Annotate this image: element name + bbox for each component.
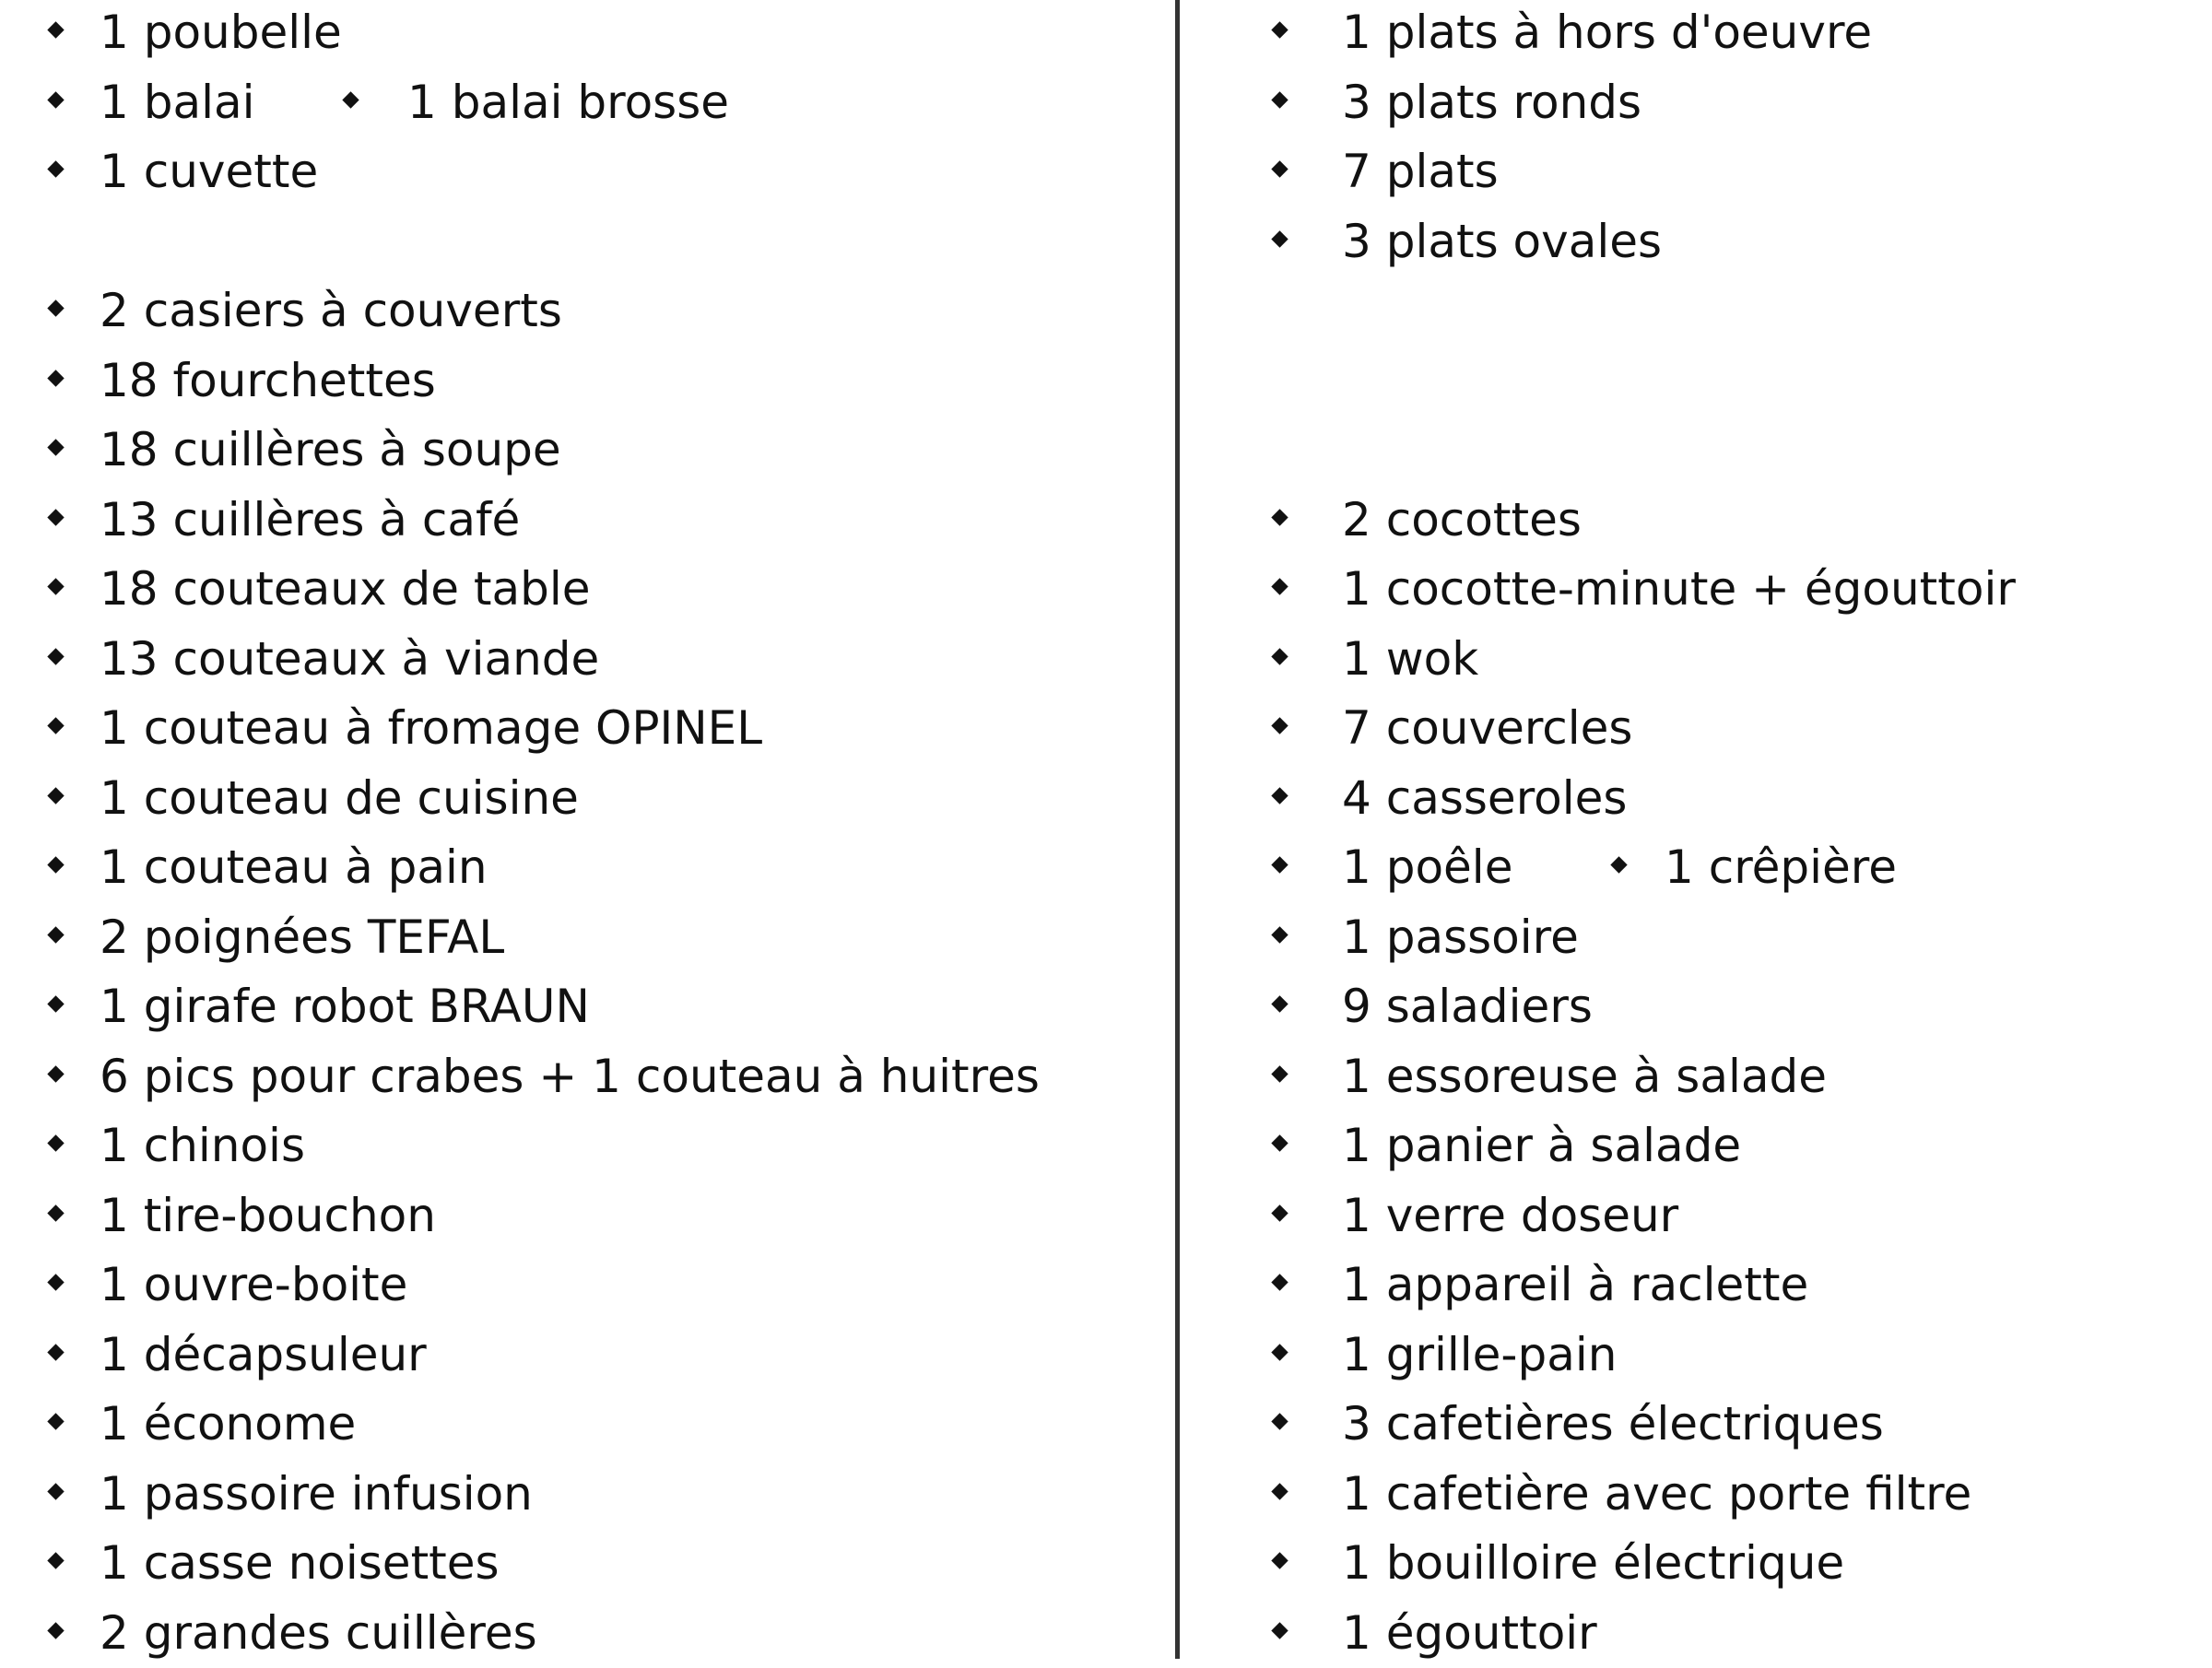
list-item [0, 832, 1171, 902]
bullet-diamond-icon [1271, 787, 1288, 804]
item-label-secondary: 1 crêpière [1665, 840, 1898, 894]
item-label: 18 couteaux de table [100, 562, 591, 616]
item-label: 2 poignées TEFAL [100, 910, 505, 964]
item-label: 1 girafe robot BRAUN [100, 980, 590, 1033]
list-item [1182, 554, 2206, 624]
bullet-diamond-icon [1271, 160, 1288, 177]
list-item [0, 346, 1171, 416]
bullet-diamond-icon [47, 300, 64, 316]
item-label: 7 plats [1342, 145, 1499, 198]
item-label: 1 essoreuse à salade [1342, 1049, 1828, 1103]
column-divider [1175, 0, 1180, 1659]
list-item [1182, 1181, 2206, 1251]
list-item [1182, 1598, 2206, 1668]
list-item [0, 415, 1171, 485]
bullet-diamond-icon [47, 1552, 64, 1568]
item-label: 9 saladiers [1342, 980, 1593, 1033]
item-label: 7 couvercles [1342, 701, 1633, 755]
item-label: 18 fourchettes [100, 353, 436, 407]
item-label: 1 grille-pain [1342, 1327, 1618, 1381]
list-item [1182, 1250, 2206, 1320]
item-label: 1 appareil à raclette [1342, 1258, 1809, 1311]
item-label: 1 tire-bouchon [100, 1188, 436, 1242]
item-label: 1 ouvre-boite [100, 1258, 408, 1311]
bullet-diamond-icon [47, 160, 64, 177]
list-item [0, 1528, 1171, 1598]
bullet-diamond-icon [1271, 509, 1288, 525]
bullet-diamond-icon [1271, 995, 1288, 1012]
bullet-diamond-icon [47, 1344, 64, 1360]
bullet-diamond-icon [47, 370, 64, 386]
item-label: 1 panier à salade [1342, 1119, 1742, 1172]
bullet-diamond-icon [1610, 856, 1627, 873]
item-label: 1 couteau à fromage OPINEL [100, 701, 763, 755]
item-label: 1 plats à hors d'oeuvre [1342, 6, 1873, 59]
list-item [1182, 1320, 2206, 1390]
item-label: 1 passoire [1342, 910, 1579, 964]
list-item [1182, 693, 2206, 763]
list-item [0, 902, 1171, 972]
item-label: 18 cuillères à soupe [100, 423, 561, 476]
list-item [1182, 206, 2206, 276]
item-label: 1 cocotte-minute + égouttoir [1342, 562, 2016, 616]
bullet-diamond-icon [47, 1204, 64, 1221]
item-label: 1 décapsuleur [100, 1327, 427, 1381]
bullet-diamond-icon [47, 1483, 64, 1499]
list-item [0, 971, 1171, 1041]
list-item [0, 276, 1171, 346]
bullet-diamond-icon [47, 995, 64, 1012]
right-column [1182, 0, 2212, 1659]
bullet-diamond-icon [342, 91, 359, 108]
item-label: 1 égouttoir [1342, 1605, 1597, 1660]
bullet-diamond-icon [47, 1274, 64, 1290]
item-label: 1 cafetière avec porte filtre [1342, 1466, 1972, 1521]
item-label: 1 balai [100, 75, 255, 129]
item-label: 1 verre doseur [1342, 1188, 1679, 1242]
bullet-diamond-icon [47, 91, 64, 108]
bullet-diamond-icon [1271, 1204, 1288, 1221]
bullet-diamond-icon [1271, 578, 1288, 594]
list-item [0, 0, 1171, 67]
item-label: 1 passoire infusion [100, 1466, 533, 1521]
list-item [0, 136, 1171, 206]
item-label: 1 économe [100, 1397, 357, 1451]
bullet-diamond-icon [47, 926, 64, 943]
bullet-diamond-icon [1271, 230, 1288, 247]
bullet-diamond-icon [1271, 1413, 1288, 1429]
list-item [0, 693, 1171, 763]
item-label: 3 cafetières électriques [1342, 1397, 1884, 1451]
bullet-diamond-icon [47, 21, 64, 38]
list-item [1182, 67, 2206, 137]
item-label: 2 cocottes [1342, 492, 1582, 546]
bullet-diamond-icon [47, 1413, 64, 1429]
item-label: 1 poubelle [100, 6, 342, 59]
list-item [1182, 971, 2206, 1041]
list-item [0, 485, 1171, 555]
list-item [0, 67, 1171, 137]
bullet-diamond-icon [1271, 856, 1288, 873]
bullet-diamond-icon [47, 578, 64, 594]
item-label: 1 couteau à pain [100, 840, 488, 894]
list-item [1182, 1389, 2206, 1459]
item-label: 1 couteau de cuisine [100, 770, 579, 825]
list-item [1182, 1459, 2206, 1529]
bullet-diamond-icon [47, 787, 64, 804]
list-item [1182, 0, 2206, 67]
list-item [1182, 1528, 2206, 1598]
item-label: 13 couteaux à viande [100, 631, 600, 686]
list-item [0, 554, 1171, 624]
bullet-diamond-icon [1271, 717, 1288, 734]
item-label: 2 grandes cuillères [100, 1605, 537, 1660]
item-label-secondary: 1 balai brosse [407, 75, 730, 129]
item-label: 6 pics pour crabes + 1 couteau à huitres [100, 1049, 1040, 1103]
list-item [1182, 832, 2206, 902]
bullet-diamond-icon [1271, 21, 1288, 38]
list-item [1182, 763, 2206, 833]
item-label: 1 chinois [100, 1119, 305, 1172]
item-label: 2 casiers à couverts [100, 284, 562, 337]
bullet-diamond-icon [47, 856, 64, 873]
list-item [1182, 1041, 2206, 1111]
bullet-diamond-icon [1271, 1552, 1288, 1568]
bullet-diamond-icon [47, 509, 64, 525]
item-label: 4 casseroles [1342, 770, 1628, 825]
list-item [0, 1181, 1171, 1251]
list-item [0, 1110, 1171, 1181]
bullet-diamond-icon [1271, 91, 1288, 108]
list-item [1182, 485, 2206, 555]
bullet-diamond-icon [1271, 1483, 1288, 1499]
bullet-diamond-icon [1271, 648, 1288, 664]
list-item [1182, 136, 2206, 206]
item-label: 13 cuillères à café [100, 492, 521, 546]
item-label: 1 wok [1342, 631, 1479, 686]
item-label: 1 bouilloire électrique [1342, 1536, 1845, 1590]
list-item [0, 624, 1171, 694]
bullet-diamond-icon [47, 1134, 64, 1151]
bullet-diamond-icon [1271, 1344, 1288, 1360]
bullet-diamond-icon [47, 1622, 64, 1639]
bullet-diamond-icon [1271, 1274, 1288, 1290]
list-item [0, 1598, 1171, 1668]
list-item [0, 1320, 1171, 1390]
list-item [1182, 624, 2206, 694]
list-item [0, 1389, 1171, 1459]
list-item [0, 1250, 1171, 1320]
bullet-diamond-icon [47, 439, 64, 455]
list-item [0, 763, 1171, 833]
bullet-diamond-icon [47, 648, 64, 664]
item-label: 1 cuvette [100, 145, 319, 198]
bullet-diamond-icon [47, 1065, 64, 1082]
bullet-diamond-icon [47, 717, 64, 734]
item-label: 3 plats ovales [1342, 214, 1663, 268]
item-label: 1 casse noisettes [100, 1536, 500, 1590]
list-item [1182, 902, 2206, 972]
bullet-diamond-icon [1271, 926, 1288, 943]
bullet-diamond-icon [1271, 1622, 1288, 1639]
item-label: 1 poêle [1342, 840, 1513, 894]
list-item [1182, 1110, 2206, 1181]
list-item [0, 1459, 1171, 1529]
bullet-diamond-icon [1271, 1134, 1288, 1151]
list-item [0, 1041, 1171, 1111]
item-label: 3 plats ronds [1342, 75, 1642, 129]
bullet-diamond-icon [1271, 1065, 1288, 1082]
